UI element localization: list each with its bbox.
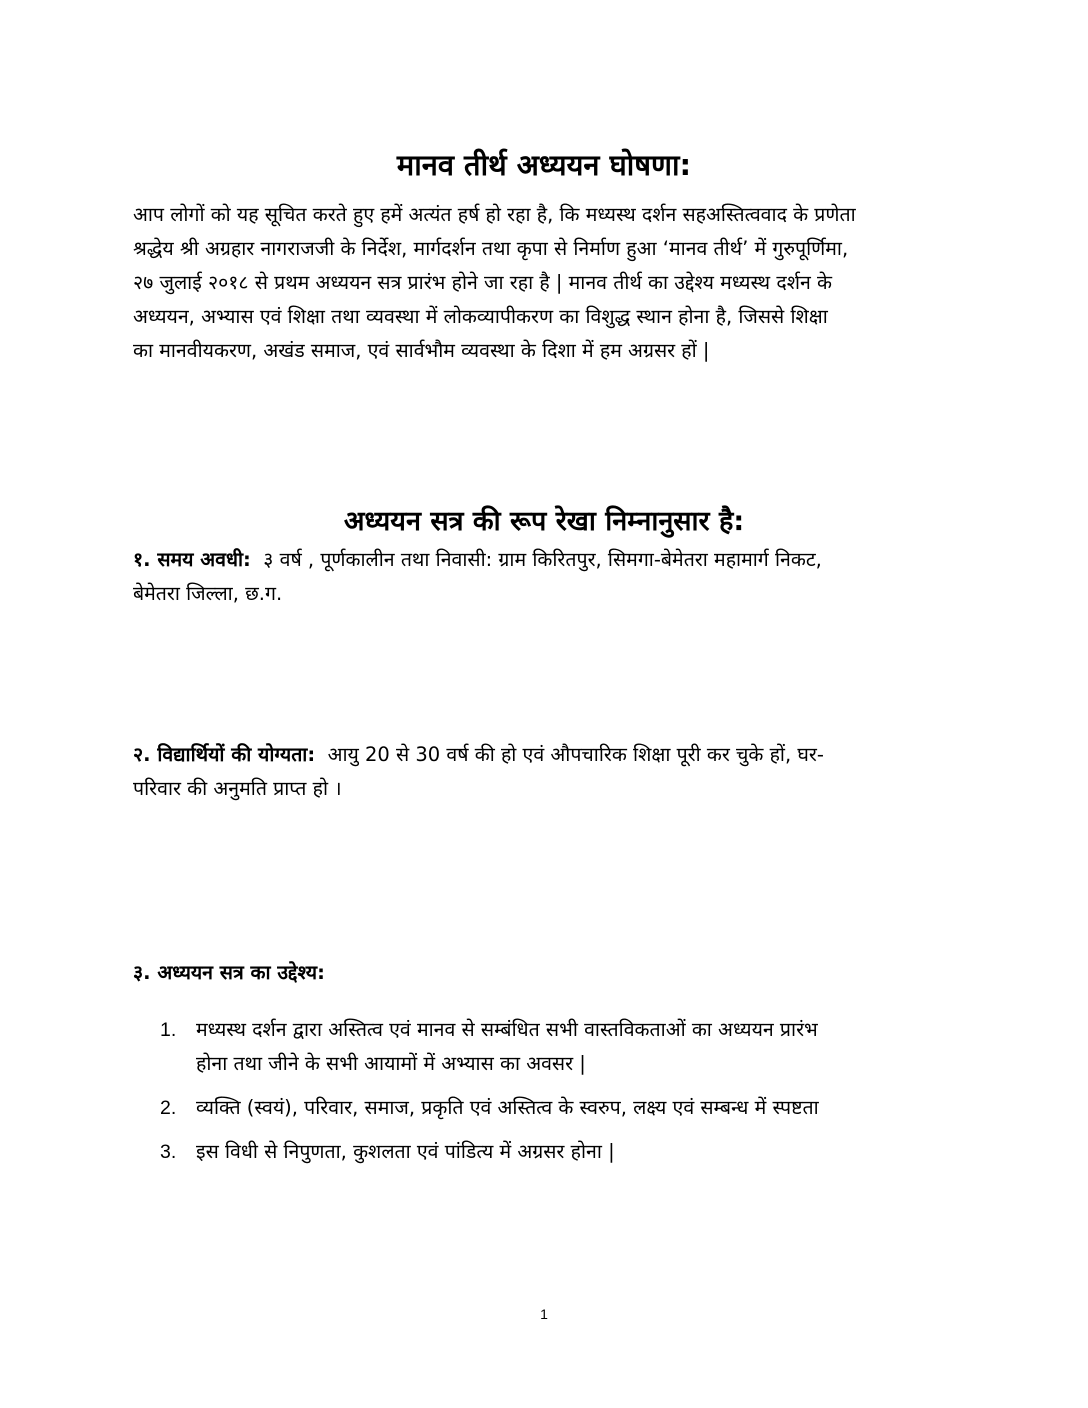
intro-line: श्रद्धेय श्री अग्रहार नागराजजी के निर्देश, मार्गदर्शन तथा कृपा से निर्माण हुआ ‘मानव तीर्थ’ में गुरुपूर्णिमा, <box>133 237 849 260</box>
objective-item <box>160 1135 960 1169</box>
intro-line: आप लोगों को यह सूचित करते हुए हमें अत्यंत हर्ष हो रहा है, कि मध्यस्थ दर्शन सहअस्तित्ववाद के प्रणेता <box>133 203 856 226</box>
page-number: 1 <box>540 1306 548 1322</box>
item-eligibility <box>133 738 973 806</box>
objective-item <box>160 1091 960 1125</box>
intro-line: अध्ययन, अभ्यास एवं शिक्षा तथा व्यवस्था में लोकव्यापीकरण का विशुद्ध स्थान होना है, जिससे शिक्षा <box>133 305 828 328</box>
item-duration <box>133 543 973 611</box>
item-label: २. विद्यार्थियों की योग्यता: <box>133 743 316 766</box>
item-line: बेमेतरा जिल्ला, छ.ग. <box>133 582 283 605</box>
objective-line: इस विधी से निपुणता, कुशलता एवं पांडित्य में अग्रसर होना | <box>196 1140 615 1163</box>
intro-line: का मानवीयकरण, अखंड समाज, एवं सार्वभौम व्यवस्था के दिशा में हम अग्रसर हों | <box>133 339 710 362</box>
objective-number: 2. <box>160 1097 177 1119</box>
document-title: मानव तीर्थ अध्ययन घोषणा: <box>396 148 692 183</box>
item-objectives-heading <box>133 956 973 990</box>
item-text: ३ वर्ष , पूर्णकालीन तथा निवासी: ग्राम किरितपुर, सिमगा-बेमेतरा महामार्ग निकट, <box>263 548 822 571</box>
objectives-list <box>160 1013 960 1169</box>
intro-paragraph <box>133 198 973 368</box>
intro-line: २७ जुलाई २०१८ से प्रथम अध्ययन सत्र प्रारंभ होने जा रहा है | मानव तीर्थ का उद्देश्य मध्यस्थ दर्शन के <box>133 271 832 294</box>
section-title: अध्ययन सत्र की रूप रेखा निम्नानुसार है: <box>343 506 745 538</box>
item-line <box>133 543 973 577</box>
item-label: १. समय अवधी: <box>133 548 251 571</box>
item-line: परिवार की अनुमति प्राप्त हो । <box>133 777 342 800</box>
item-text: आयु 20 से 30 वर्ष की हो एवं औपचारिक शिक्षा पूरी कर चुके हों, घर- <box>327 743 824 766</box>
objective-number: 3. <box>160 1141 177 1163</box>
objective-number: 1. <box>160 1019 177 1041</box>
item-line <box>133 738 973 772</box>
objective-line: मध्यस्थ दर्शन द्वारा अस्तित्व एवं मानव से सम्बंधित सभी वास्तविकताओं का अध्ययन प्रारंभ <box>196 1018 818 1041</box>
objective-item <box>160 1013 960 1081</box>
item-label: ३. अध्ययन सत्र का उद्देश्य: <box>133 961 325 984</box>
objective-line: होना तथा जीने के सभी आयामों में अभ्यास का अवसर | <box>196 1052 586 1075</box>
objective-line: व्यक्ति (स्वयं), परिवार, समाज, प्रकृति एवं अस्तित्व के स्वरुप, लक्ष्य एवं सम्बन्ध में स्पष्टता <box>196 1096 819 1119</box>
